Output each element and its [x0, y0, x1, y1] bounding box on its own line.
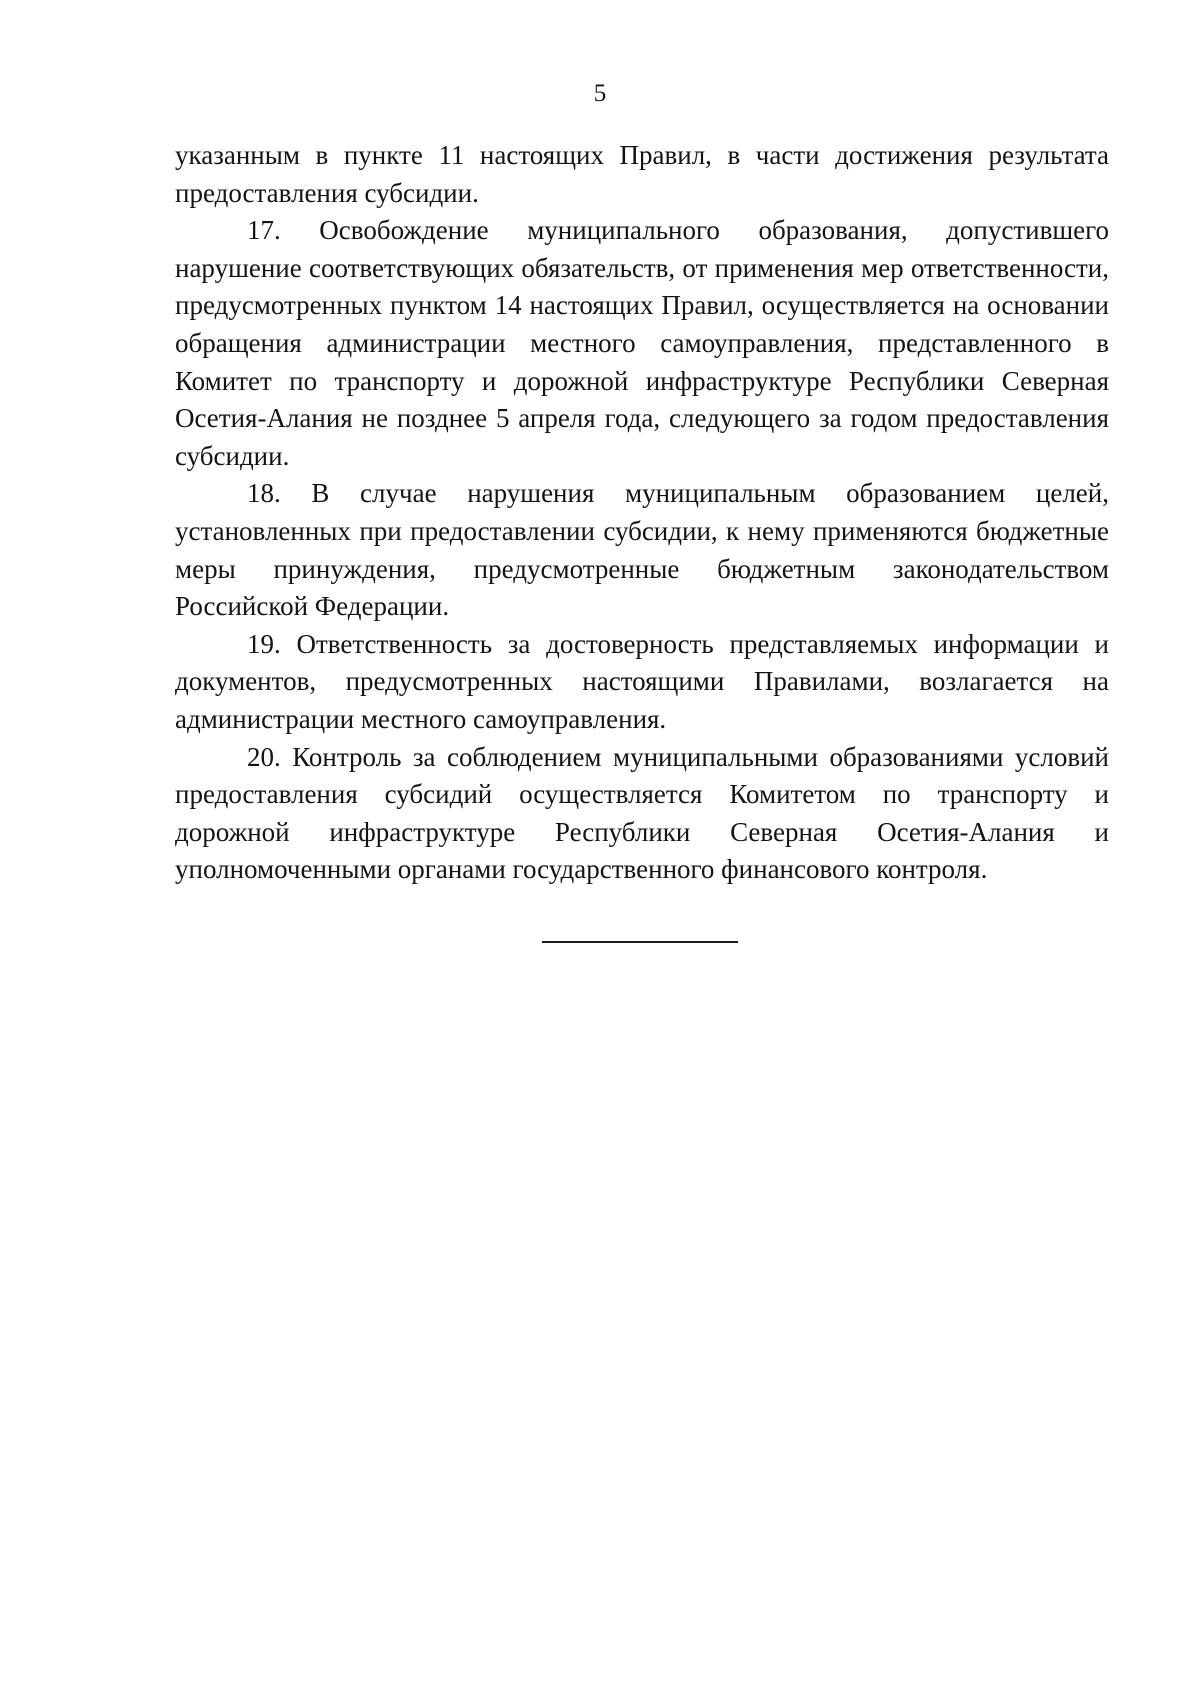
paragraph-item-17: 17. Освобождение муниципального образования, допустившего нарушение соответствующих обязательств, от применения мер ответственности, предусмотренных пунктом 14 настоящих Правил, осуществляется на основании обращения администрации местного самоуправления, представленного в Комитет по транспорту и дорожной инфраструктуре Республики Северная Осетия-Алания не позднее 5 апреля года, следующего за годом предоставления субсидии. — [175, 215, 1109, 471]
paragraph-item-18: 18. В случае нарушения муниципальным образованием целей, установленных при предоставлении субсидии, к нему применяются бюджетные меры принуждения, предусмотренные бюджетным законодательством Российской Федерации. — [175, 478, 1109, 622]
paragraph-item-19: 19. Ответственность за достоверность представляемых информации и документов, предусмотренных настоящими Правилами, возлагается на администрации местного самоуправления. — [175, 628, 1109, 734]
paragraph-item-20: 20. Контроль за соблюдением муниципальными образованиями условий предоставления субсидий осуществляется Комитетом по транспорту и дорожной инфраструктуре Республики Северная Осетия-Алания и уполномоченными органами государственного финансового контроля. — [175, 741, 1109, 885]
paragraph-continuation: указанным в пункте 11 настоящих Правил, в части достижения результата предоставления субсидии. — [175, 140, 1109, 208]
end-of-document-rule — [542, 941, 738, 943]
page-number: 5 — [593, 80, 607, 107]
document-body — [175, 137, 1109, 889]
